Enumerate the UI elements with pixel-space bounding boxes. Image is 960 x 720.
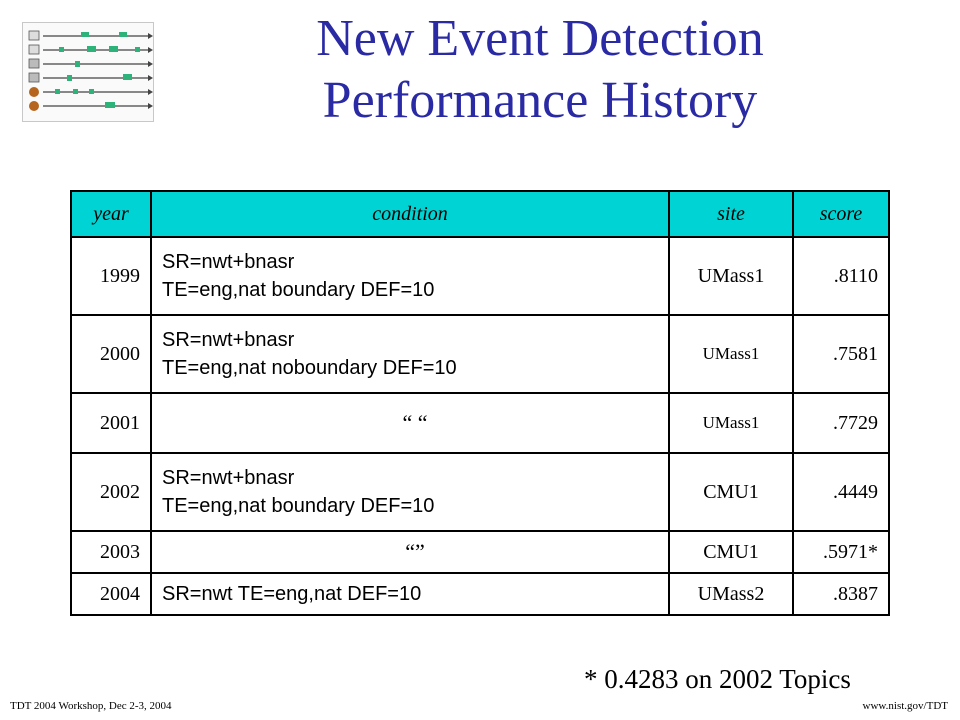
footer-url: www.nist.gov/TDT <box>862 700 948 712</box>
cell-site: CMU1 <box>669 453 793 531</box>
tdt-logo <box>22 22 154 122</box>
table-row <box>71 237 889 315</box>
condition-line: TE=eng,nat noboundary DEF=10 <box>162 357 457 379</box>
cell-year: 1999 <box>71 237 151 315</box>
cell-condition <box>151 237 669 315</box>
cell-site: UMass1 <box>669 315 793 393</box>
cell-score: .7581 <box>793 315 889 393</box>
cell-condition: “” <box>151 531 669 573</box>
condition-line: SR=nwt+bnasr <box>162 467 295 489</box>
condition-line: SR=nwt+bnasr <box>162 251 295 273</box>
footnote: * 0.4283 on 2002 Topics <box>584 664 851 694</box>
cell-score: .7729 <box>793 393 889 453</box>
cell-condition: “ “ <box>151 393 669 453</box>
cell-site: CMU1 <box>669 531 793 573</box>
cell-year: 2002 <box>71 453 151 531</box>
table-header-row <box>71 191 889 237</box>
cell-site: UMass1 <box>669 237 793 315</box>
header-site: site <box>669 191 793 237</box>
table-row <box>71 453 889 531</box>
header-year: year <box>71 191 151 237</box>
table-row <box>71 531 889 573</box>
condition-line: TE=eng,nat boundary DEF=10 <box>162 495 435 517</box>
title-line-1: New Event Detection <box>316 10 764 67</box>
header-condition: condition <box>151 191 669 237</box>
performance-table <box>70 190 890 616</box>
header-score: score <box>793 191 889 237</box>
cell-condition <box>151 453 669 531</box>
table-row <box>71 573 889 615</box>
cell-site: UMass1 <box>669 393 793 453</box>
table-row <box>71 393 889 453</box>
slide-title <box>180 8 900 132</box>
cell-score: .5971* <box>793 531 889 573</box>
cell-condition <box>151 315 669 393</box>
cell-year: 2001 <box>71 393 151 453</box>
cell-condition: SR=nwt TE=eng,nat DEF=10 <box>151 573 669 615</box>
cell-site: UMass2 <box>669 573 793 615</box>
footer-event: TDT 2004 Workshop, Dec 2-3, 2004 <box>10 700 172 712</box>
cell-year: 2000 <box>71 315 151 393</box>
cell-score: .8110 <box>793 237 889 315</box>
title-line-2: Performance History <box>322 72 758 129</box>
cell-year: 2003 <box>71 531 151 573</box>
table-row <box>71 315 889 393</box>
condition-line: SR=nwt+bnasr <box>162 329 295 351</box>
timeline-logo-icon <box>23 23 153 121</box>
condition-line: TE=eng,nat boundary DEF=10 <box>162 279 435 301</box>
cell-year: 2004 <box>71 573 151 615</box>
cell-score: .8387 <box>793 573 889 615</box>
cell-score: .4449 <box>793 453 889 531</box>
